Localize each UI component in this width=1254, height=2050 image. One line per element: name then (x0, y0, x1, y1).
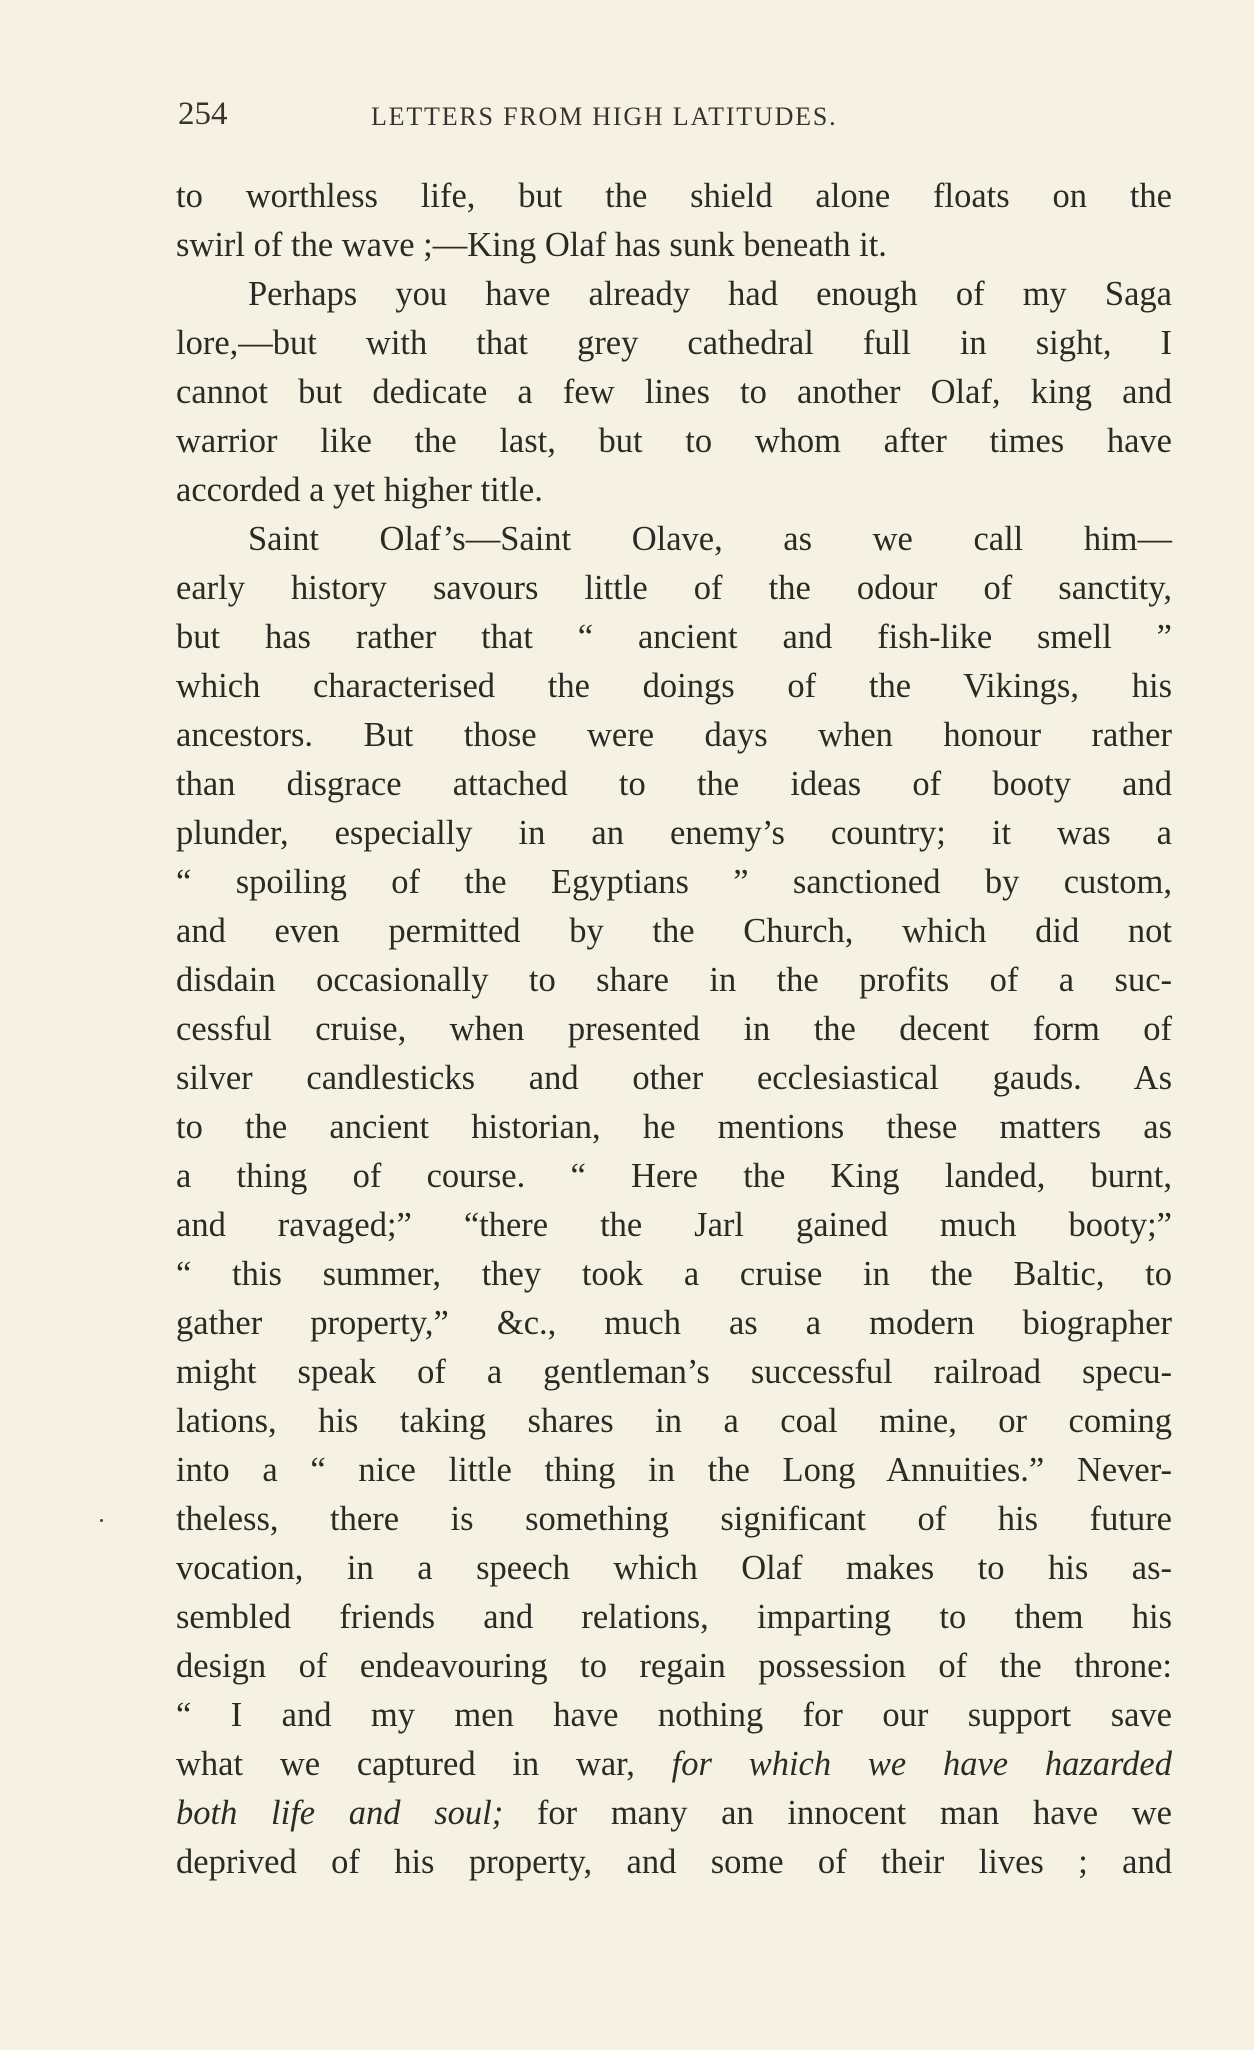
text-line: a thing of course. “ Here the King landed, burnt, (176, 1157, 1172, 1195)
text-line-final: deprived of his property, and some of their lives ; and (176, 1843, 1172, 1881)
text-span: what we captured in war, (176, 1745, 672, 1783)
text-line: to worthless life, but the shield alone floats on the (176, 177, 1172, 215)
page-header (178, 96, 1178, 140)
text-line: vocation, in a speech which Olaf makes to his as- (176, 1549, 1172, 1587)
italic-span: for which we have hazarded (671, 1745, 1172, 1783)
text-lines (176, 172, 1172, 1740)
text-line: Saint Olaf’s—Saint Olave, as we call him— (248, 520, 1172, 558)
text-line: accorded a yet higher title. (176, 471, 543, 509)
text-line: “ this summer, they took a cruise in the Baltic, to (176, 1255, 1172, 1293)
margin-speck (100, 1519, 103, 1522)
text-line: sembled friends and relations, imparting to them his (176, 1598, 1172, 1636)
text-line: warrior like the last, but to whom after times have (176, 422, 1172, 460)
text-line: cessful cruise, when presented in the decent form of (176, 1010, 1172, 1048)
text-line: which characterised the doings of the Vikings, his (176, 667, 1172, 705)
text-line: gather property,” &c., much as a modern biographer (176, 1304, 1172, 1342)
text-line: “ I and my men have nothing for our support save (176, 1696, 1172, 1734)
text-line: and ravaged;” “there the Jarl gained much booty;” (176, 1206, 1172, 1244)
page-number: 254 (178, 96, 228, 132)
text-line: plunder, especially in an enemy’s country; it was a (176, 814, 1172, 852)
text-line: and even permitted by the Church, which did not (176, 912, 1172, 950)
text-line: lations, his taking shares in a coal mine, or coming (176, 1402, 1172, 1440)
text-line: lore,—but with that grey cathedral full in sight, I (176, 324, 1172, 362)
text-line: early history savours little of the odour of sanctity, (176, 569, 1172, 607)
text-line: cannot but dedicate a few lines to another Olaf, king and (176, 373, 1172, 411)
text-line: might speak of a gentleman’s successful railroad specu- (176, 1353, 1172, 1391)
text-line: to the ancient historian, he mentions these matters as (176, 1108, 1172, 1146)
text-line: than disgrace attached to the ideas of booty and (176, 765, 1172, 803)
text-line: disdain occasionally to share in the profits of a suc- (176, 961, 1172, 999)
text-line: ancestors. But those were days when honour rather (176, 716, 1172, 754)
text-line: into a “ nice little thing in the Long Annuities.” Never- (176, 1451, 1172, 1489)
italic-span: both life and soul; (176, 1794, 504, 1832)
text-line: silver candlesticks and other ecclesiastical gauds. As (176, 1059, 1172, 1097)
text-line-mixed-2 (176, 1789, 1172, 1838)
text-line: design of endeavouring to regain possession of the throne: (176, 1647, 1172, 1685)
text-line-mixed-1 (176, 1740, 1172, 1789)
body-text (176, 172, 1172, 1887)
text-span: for many an innocent man have we (503, 1794, 1172, 1832)
text-line: Perhaps you have already had enough of my Saga (248, 275, 1172, 313)
text-line: but has rather that “ ancient and fish-like smell ” (176, 618, 1172, 656)
text-line: swirl of the wave ;—King Olaf has sunk beneath it. (176, 226, 887, 264)
text-line: “ spoiling of the Egyptians ” sanctioned by custom, (176, 863, 1172, 901)
text-line: theless, there is something significant of his future (176, 1500, 1172, 1538)
running-title: LETTERS FROM HIGH LATITUDES. (371, 102, 838, 131)
